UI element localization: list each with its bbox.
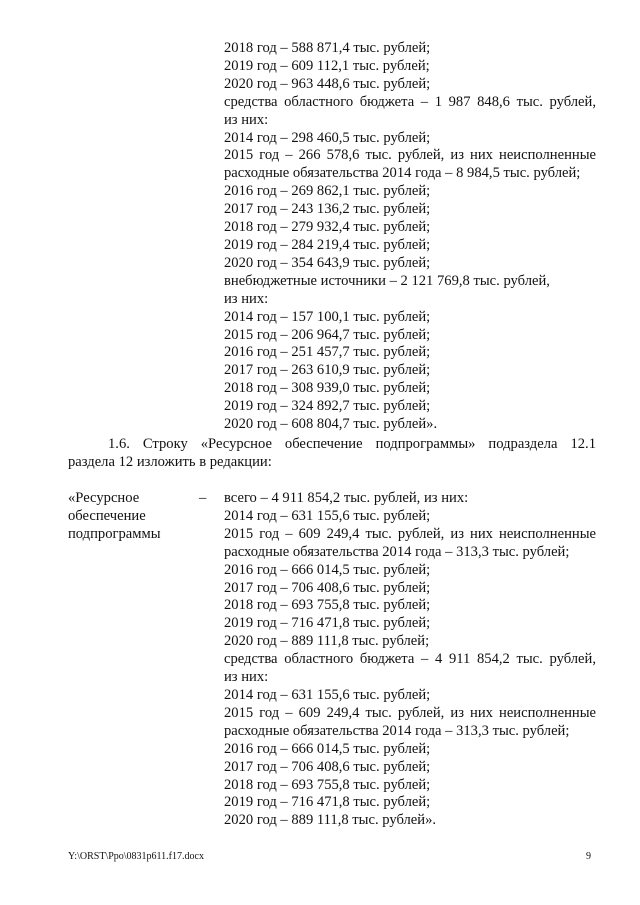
funding-line: 2014 год – 157 100,1 тыс. рублей;: [224, 308, 431, 325]
funding-list-resource: [224, 490, 604, 830]
funding-list-top: [224, 40, 604, 434]
funding-line: 2020 год – 889 111,8 тыс. рублей».: [224, 812, 437, 829]
funding-line: 2018 год – 693 755,8 тыс. рублей;: [224, 776, 431, 793]
funding-line: 2019 год – 716 471,8 тыс. рублей;: [224, 794, 431, 811]
resource-label-line: «Ресурсное: [68, 490, 140, 506]
funding-line: 2018 год – 693 755,8 тыс. рублей;: [224, 597, 431, 614]
page-number: 9: [586, 851, 591, 862]
funding-line: 2015 год – 609 249,4 тыс. рублей, из них неисполненные: [224, 525, 596, 542]
funding-line: 2019 год – 284 219,4 тыс. рублей;: [224, 236, 431, 253]
funding-line: 2018 год – 588 871,4 тыс. рублей;: [224, 40, 431, 56]
funding-line: расходные обязательства 2014 года – 313,3 тыс. рублей;: [224, 722, 570, 739]
funding-line: 2017 год – 243 136,2 тыс. рублей;: [224, 201, 431, 218]
funding-line: 2017 год – 706 408,6 тыс. рублей;: [224, 579, 431, 596]
funding-line: 2020 год – 608 804,7 тыс. рублей».: [224, 416, 438, 433]
funding-line: 2020 год – 354 643,9 тыс. рублей;: [224, 254, 431, 271]
section-paragraph-line: раздела 12 изложить в редакции:: [68, 454, 272, 470]
funding-line: средства областного бюджета – 4 911 854,2 тыс. рублей,: [224, 651, 596, 668]
funding-line: 2016 год – 269 862,1 тыс. рублей;: [224, 183, 431, 200]
funding-line: 2016 год – 251 457,7 тыс. рублей;: [224, 344, 431, 361]
funding-line: 2014 год – 298 460,5 тыс. рублей;: [224, 129, 431, 146]
funding-line: 2014 год – 631 155,6 тыс. рублей;: [224, 507, 431, 524]
resource-label: [68, 490, 218, 544]
section-paragraph: [68, 435, 596, 471]
funding-line: из них:: [224, 111, 269, 128]
funding-line: 2017 год – 706 408,6 тыс. рублей;: [224, 758, 431, 775]
funding-line: 2017 год – 263 610,9 тыс. рублей;: [224, 362, 431, 379]
funding-line: 2016 год – 666 014,5 тыс. рублей;: [224, 561, 431, 578]
funding-line: 2018 год – 308 939,0 тыс. рублей;: [224, 380, 431, 397]
funding-line: 2019 год – 324 892,7 тыс. рублей;: [224, 398, 431, 415]
funding-line: 2019 год – 609 112,1 тыс. рублей;: [224, 57, 430, 74]
funding-line: 2020 год – 889 111,8 тыс. рублей;: [224, 633, 430, 650]
funding-line: средства областного бюджета – 1 987 848,6 тыс. рублей,: [224, 93, 596, 110]
funding-line: расходные обязательства 2014 года – 8 984,5 тыс. рублей;: [224, 165, 581, 182]
footer-file-path: Y:\ORST\Ppo\0831p611.f17.docx: [68, 851, 204, 862]
funding-line: 2016 год – 666 014,5 тыс. рублей;: [224, 740, 431, 757]
resource-dash: –: [199, 490, 207, 506]
funding-line: 2015 год – 609 249,4 тыс. рублей, из них неисполненные: [224, 704, 596, 721]
funding-line: 2015 год – 206 964,7 тыс. рублей;: [224, 326, 431, 343]
resource-label-line: подпрограммы: [68, 525, 161, 542]
funding-line: из них:: [224, 290, 269, 307]
funding-line: всего – 4 911 854,2 тыс. рублей, из них:: [224, 490, 469, 506]
funding-line: 2015 год – 266 578,6 тыс. рублей, из них неисполненные: [224, 147, 596, 164]
section-paragraph-line: 1.6. Строку «Ресурсное обеспечение подпрограммы» подраздела 12.1: [108, 436, 596, 452]
resource-label-line: обеспечение: [68, 507, 146, 524]
funding-line: 2018 год – 279 932,4 тыс. рублей;: [224, 219, 431, 236]
funding-line: 2020 год – 963 448,6 тыс. рублей;: [224, 75, 431, 92]
funding-line: 2019 год – 716 471,8 тыс. рублей;: [224, 615, 431, 632]
funding-line: расходные обязательства 2014 года – 313,3 тыс. рублей;: [224, 543, 570, 560]
funding-line: внебюджетные источники – 2 121 769,8 тыс. рублей,: [224, 272, 550, 289]
funding-line: 2014 год – 631 155,6 тыс. рублей;: [224, 686, 431, 703]
funding-line: из них:: [224, 669, 269, 686]
